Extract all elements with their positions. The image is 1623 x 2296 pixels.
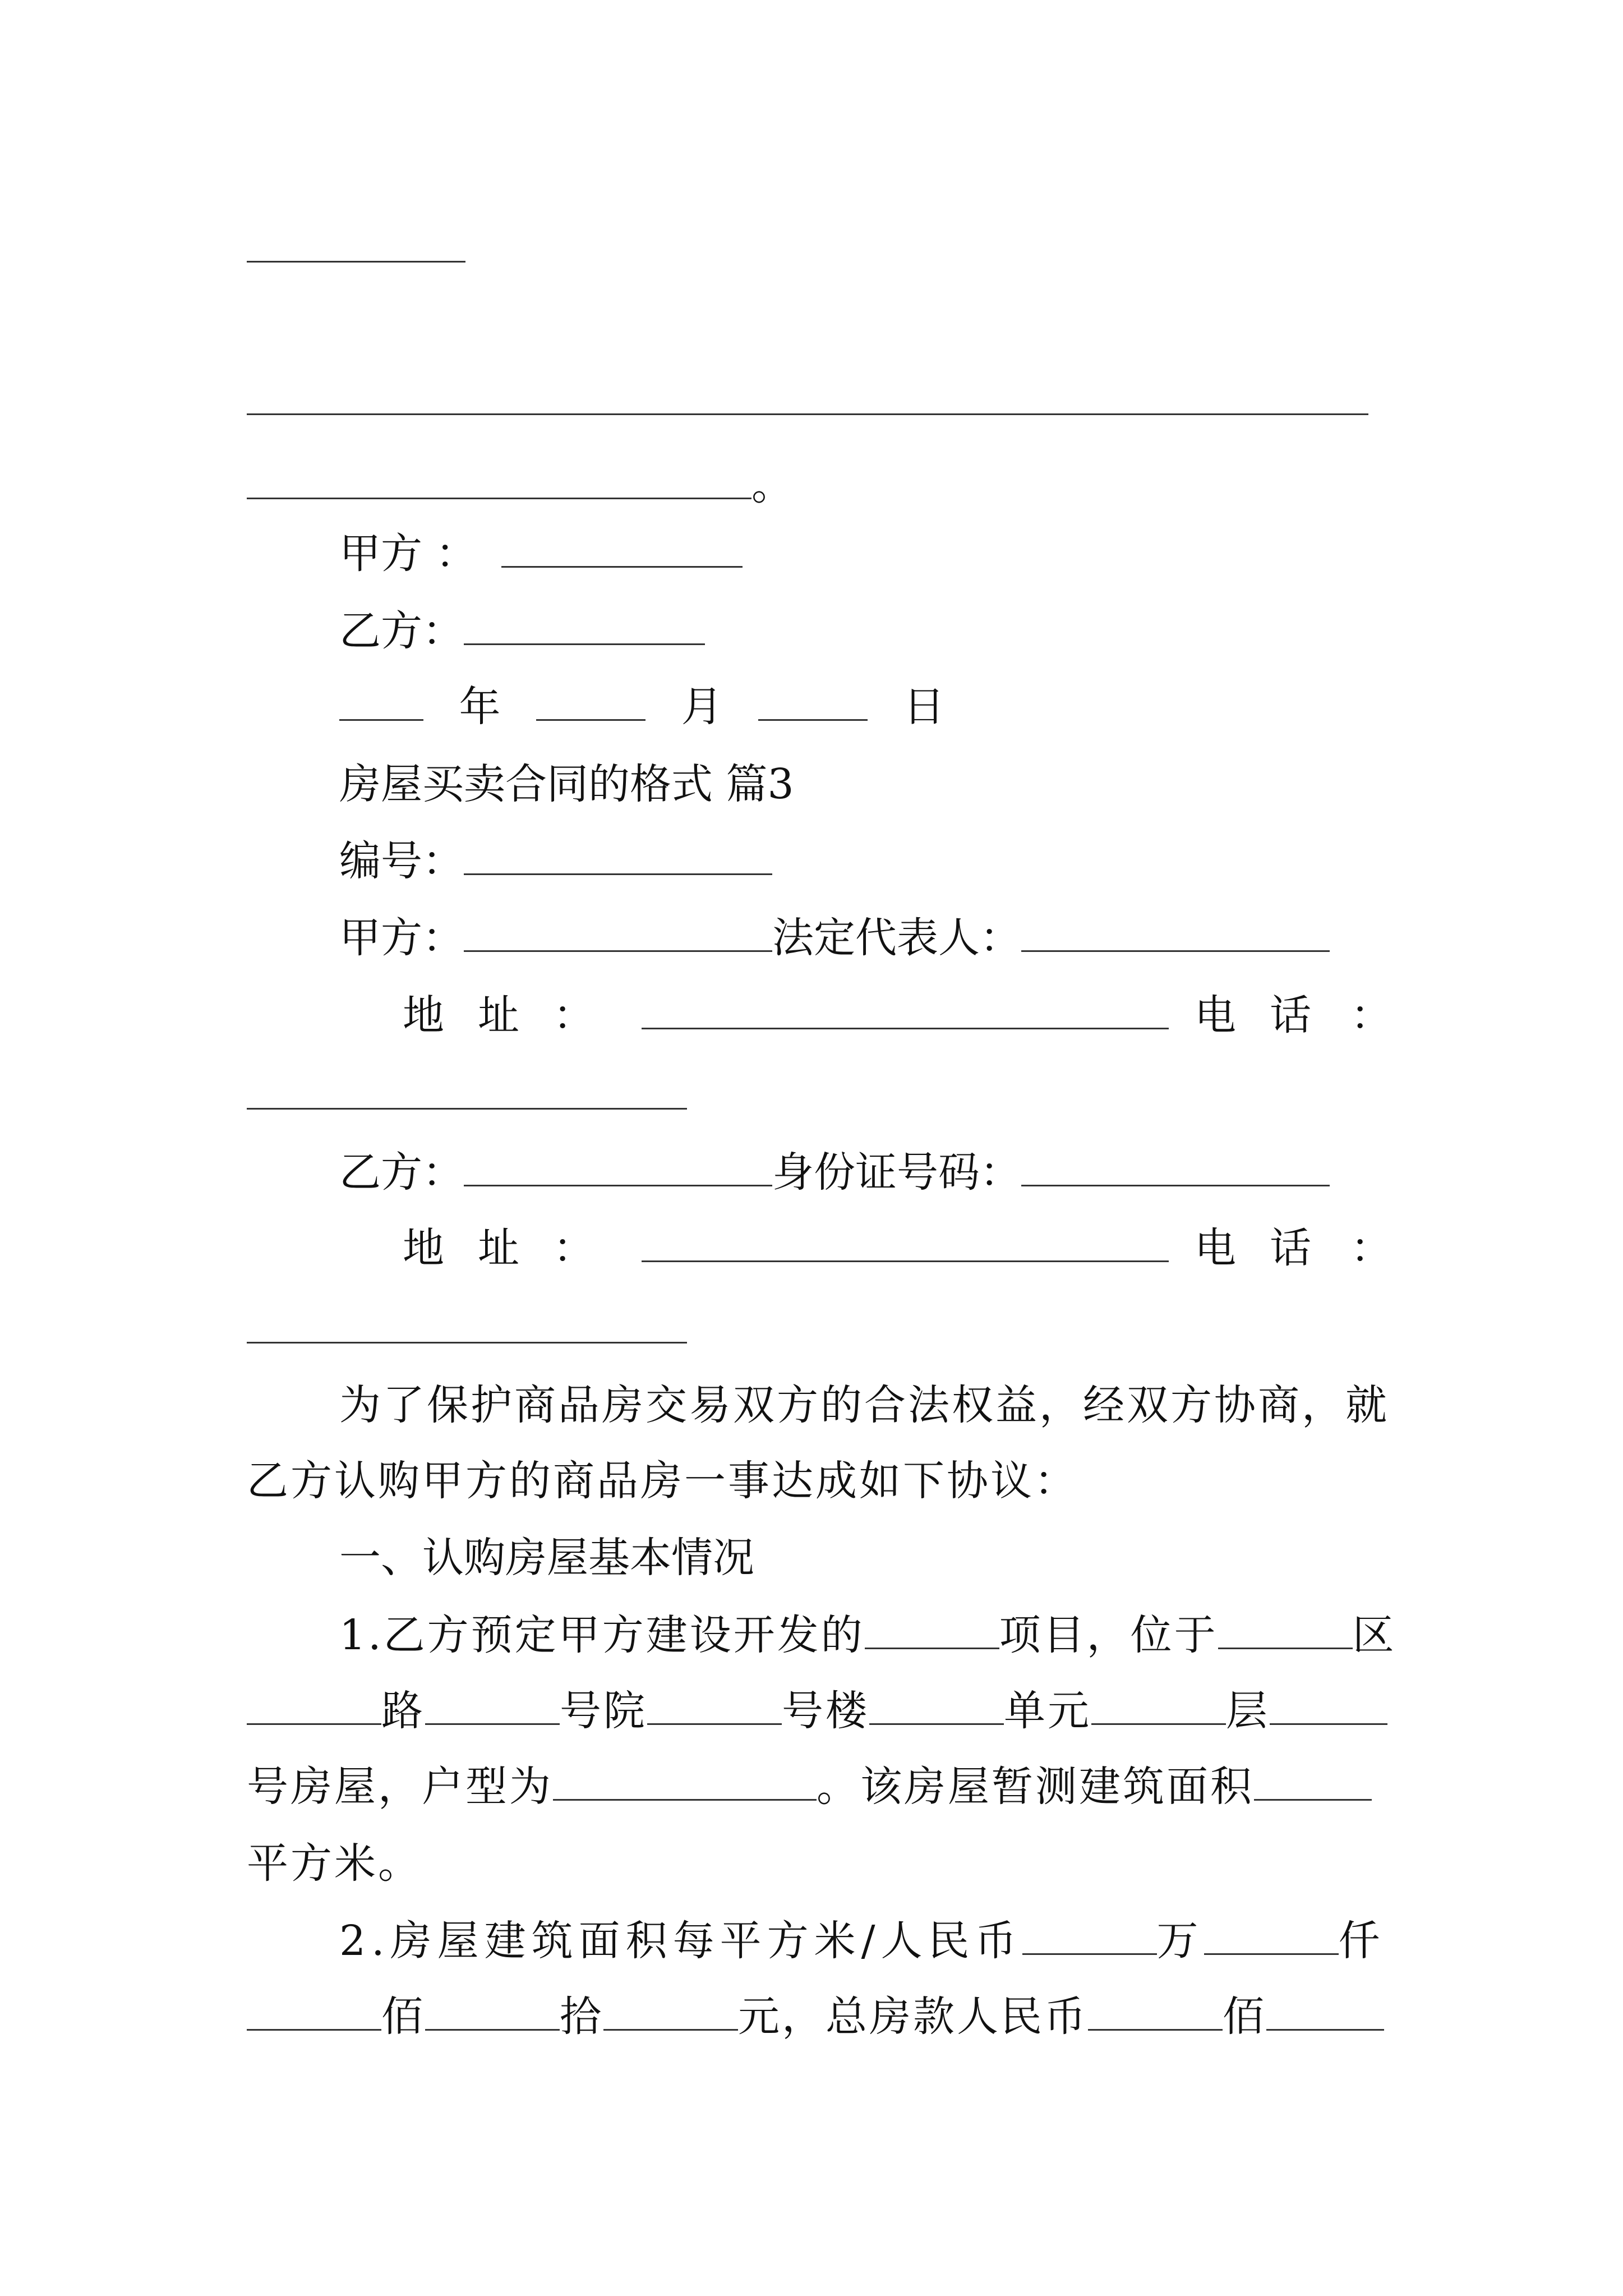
party-a-signature [339, 528, 743, 579]
item-2-text: 仟 [1338, 1917, 1386, 1965]
blank-line [642, 1227, 1169, 1262]
blank-line [553, 1765, 817, 1801]
blank-line [425, 1690, 560, 1725]
item-1-text: 路 [381, 1687, 425, 1735]
blank-line [247, 1108, 687, 1110]
blank-line [758, 685, 868, 721]
blank-line [501, 532, 743, 568]
party-b-phone-label [1195, 1223, 1392, 1273]
item-1-line-4: 平方米。 [247, 1839, 422, 1888]
blank-line [869, 1690, 1004, 1725]
blank-line [464, 917, 772, 952]
day-label: 日 [903, 683, 945, 731]
item-1-text: 号房屋，户型为 [247, 1763, 553, 1811]
month-label: 月 [681, 683, 723, 731]
blank-line [647, 1690, 782, 1725]
phone-label: 话 [1270, 1224, 1311, 1272]
id-label: 身份证号码： [772, 1148, 1021, 1197]
blank-line [1270, 1690, 1387, 1725]
phone-label: 话 [1270, 991, 1311, 1039]
address-colon: ： [553, 991, 594, 1039]
blank-line [1218, 1614, 1353, 1649]
item-1-text: 单元 [1004, 1687, 1091, 1735]
blank-line [642, 994, 1169, 1029]
item-2-line-1 [339, 1916, 1386, 1966]
date-line [339, 682, 945, 732]
blank-line [1022, 1920, 1157, 1955]
party-b-label: 乙方： [339, 607, 464, 655]
item-1-text: 号院 [560, 1687, 647, 1735]
end-line [247, 460, 793, 510]
party-b-address-line [403, 1223, 1169, 1273]
intro-paragraph-line-2: 乙方认购甲方的商品房一事达成如下协议： [247, 1457, 1078, 1505]
year-label: 年 [459, 683, 501, 731]
party-a-address-line [403, 990, 1169, 1041]
blank-line [247, 261, 465, 263]
party-a-line [339, 913, 1330, 963]
legal-rep-label: 法定代表人： [772, 914, 1021, 962]
blank-line [1021, 917, 1330, 952]
blank-line [1254, 1765, 1372, 1801]
section-heading: 房屋买卖合同的格式 篇3 [339, 760, 794, 808]
blank-line [247, 1690, 381, 1725]
address-label: 址 [478, 991, 519, 1039]
party-b-label: 乙方： [339, 1148, 464, 1197]
blank-line [247, 413, 1368, 415]
address-label: 址 [478, 1224, 519, 1272]
item-1-text: 层 [1226, 1687, 1270, 1735]
item-1-text: 。该房屋暂测建筑面积 [817, 1763, 1254, 1811]
item-1-line-1 [339, 1610, 1396, 1660]
end-mark: 。 [751, 461, 793, 509]
item-2-text: 拾 [560, 1993, 603, 2041]
item-1-text: 号楼 [782, 1687, 869, 1735]
blank-line [464, 1151, 772, 1186]
intro-paragraph-line-1: 为了保护商品房交易双方的合法权益，经双方协商，就 [339, 1381, 1389, 1429]
party-a-phone-label [1195, 990, 1392, 1041]
blank-line [865, 1614, 999, 1649]
item-1-line-3 [247, 1761, 1372, 1812]
party-a-label: 甲方： [339, 914, 464, 962]
blank-line [1088, 1995, 1223, 2031]
number-label: 编号： [339, 837, 464, 885]
number-line [339, 836, 772, 886]
blank-line [1204, 1920, 1339, 1955]
item-2-line-2 [247, 1991, 1384, 2042]
blank-line [603, 1995, 738, 2031]
blank-line [247, 464, 751, 499]
item-1-line-2 [247, 1686, 1387, 1736]
phone-label: 电 [1195, 1224, 1236, 1272]
blank-line [464, 610, 705, 645]
phone-colon: ： [1350, 1224, 1392, 1272]
item-2-text: 元，总房款人民币 [738, 1993, 1088, 2041]
section-1-heading: 一、认购房屋基本情况 [339, 1534, 754, 1582]
blank-line [536, 685, 645, 721]
party-b-signature [339, 606, 705, 656]
item-2-text: 万 [1156, 1917, 1204, 1965]
item-2-text: 佰 [1223, 1993, 1266, 2041]
item-1-text: 区 [1352, 1611, 1396, 1659]
blank-line [1091, 1690, 1226, 1725]
phone-colon: ： [1350, 991, 1392, 1039]
item-1-text: 1.乙方预定甲方建设开发的 [339, 1611, 865, 1659]
blank-line [247, 1342, 687, 1343]
address-label: 地 [403, 991, 444, 1039]
phone-label: 电 [1195, 991, 1236, 1039]
address-colon: ： [553, 1224, 594, 1272]
blank-line [247, 1995, 381, 2031]
blank-line [1266, 1995, 1384, 2031]
address-label: 地 [403, 1224, 444, 1272]
item-2-text: 2.房屋建筑面积每平方米/人民币 [339, 1917, 1022, 1965]
item-1-text: 项目，位于 [999, 1611, 1218, 1659]
blank-line [339, 685, 423, 721]
item-2-text: 佰 [381, 1993, 425, 2041]
party-b-line [339, 1147, 1330, 1198]
blank-line [464, 840, 772, 875]
party-a-label: 甲方 ： [339, 530, 477, 578]
blank-line [1021, 1151, 1330, 1186]
blank-line [425, 1995, 560, 2031]
